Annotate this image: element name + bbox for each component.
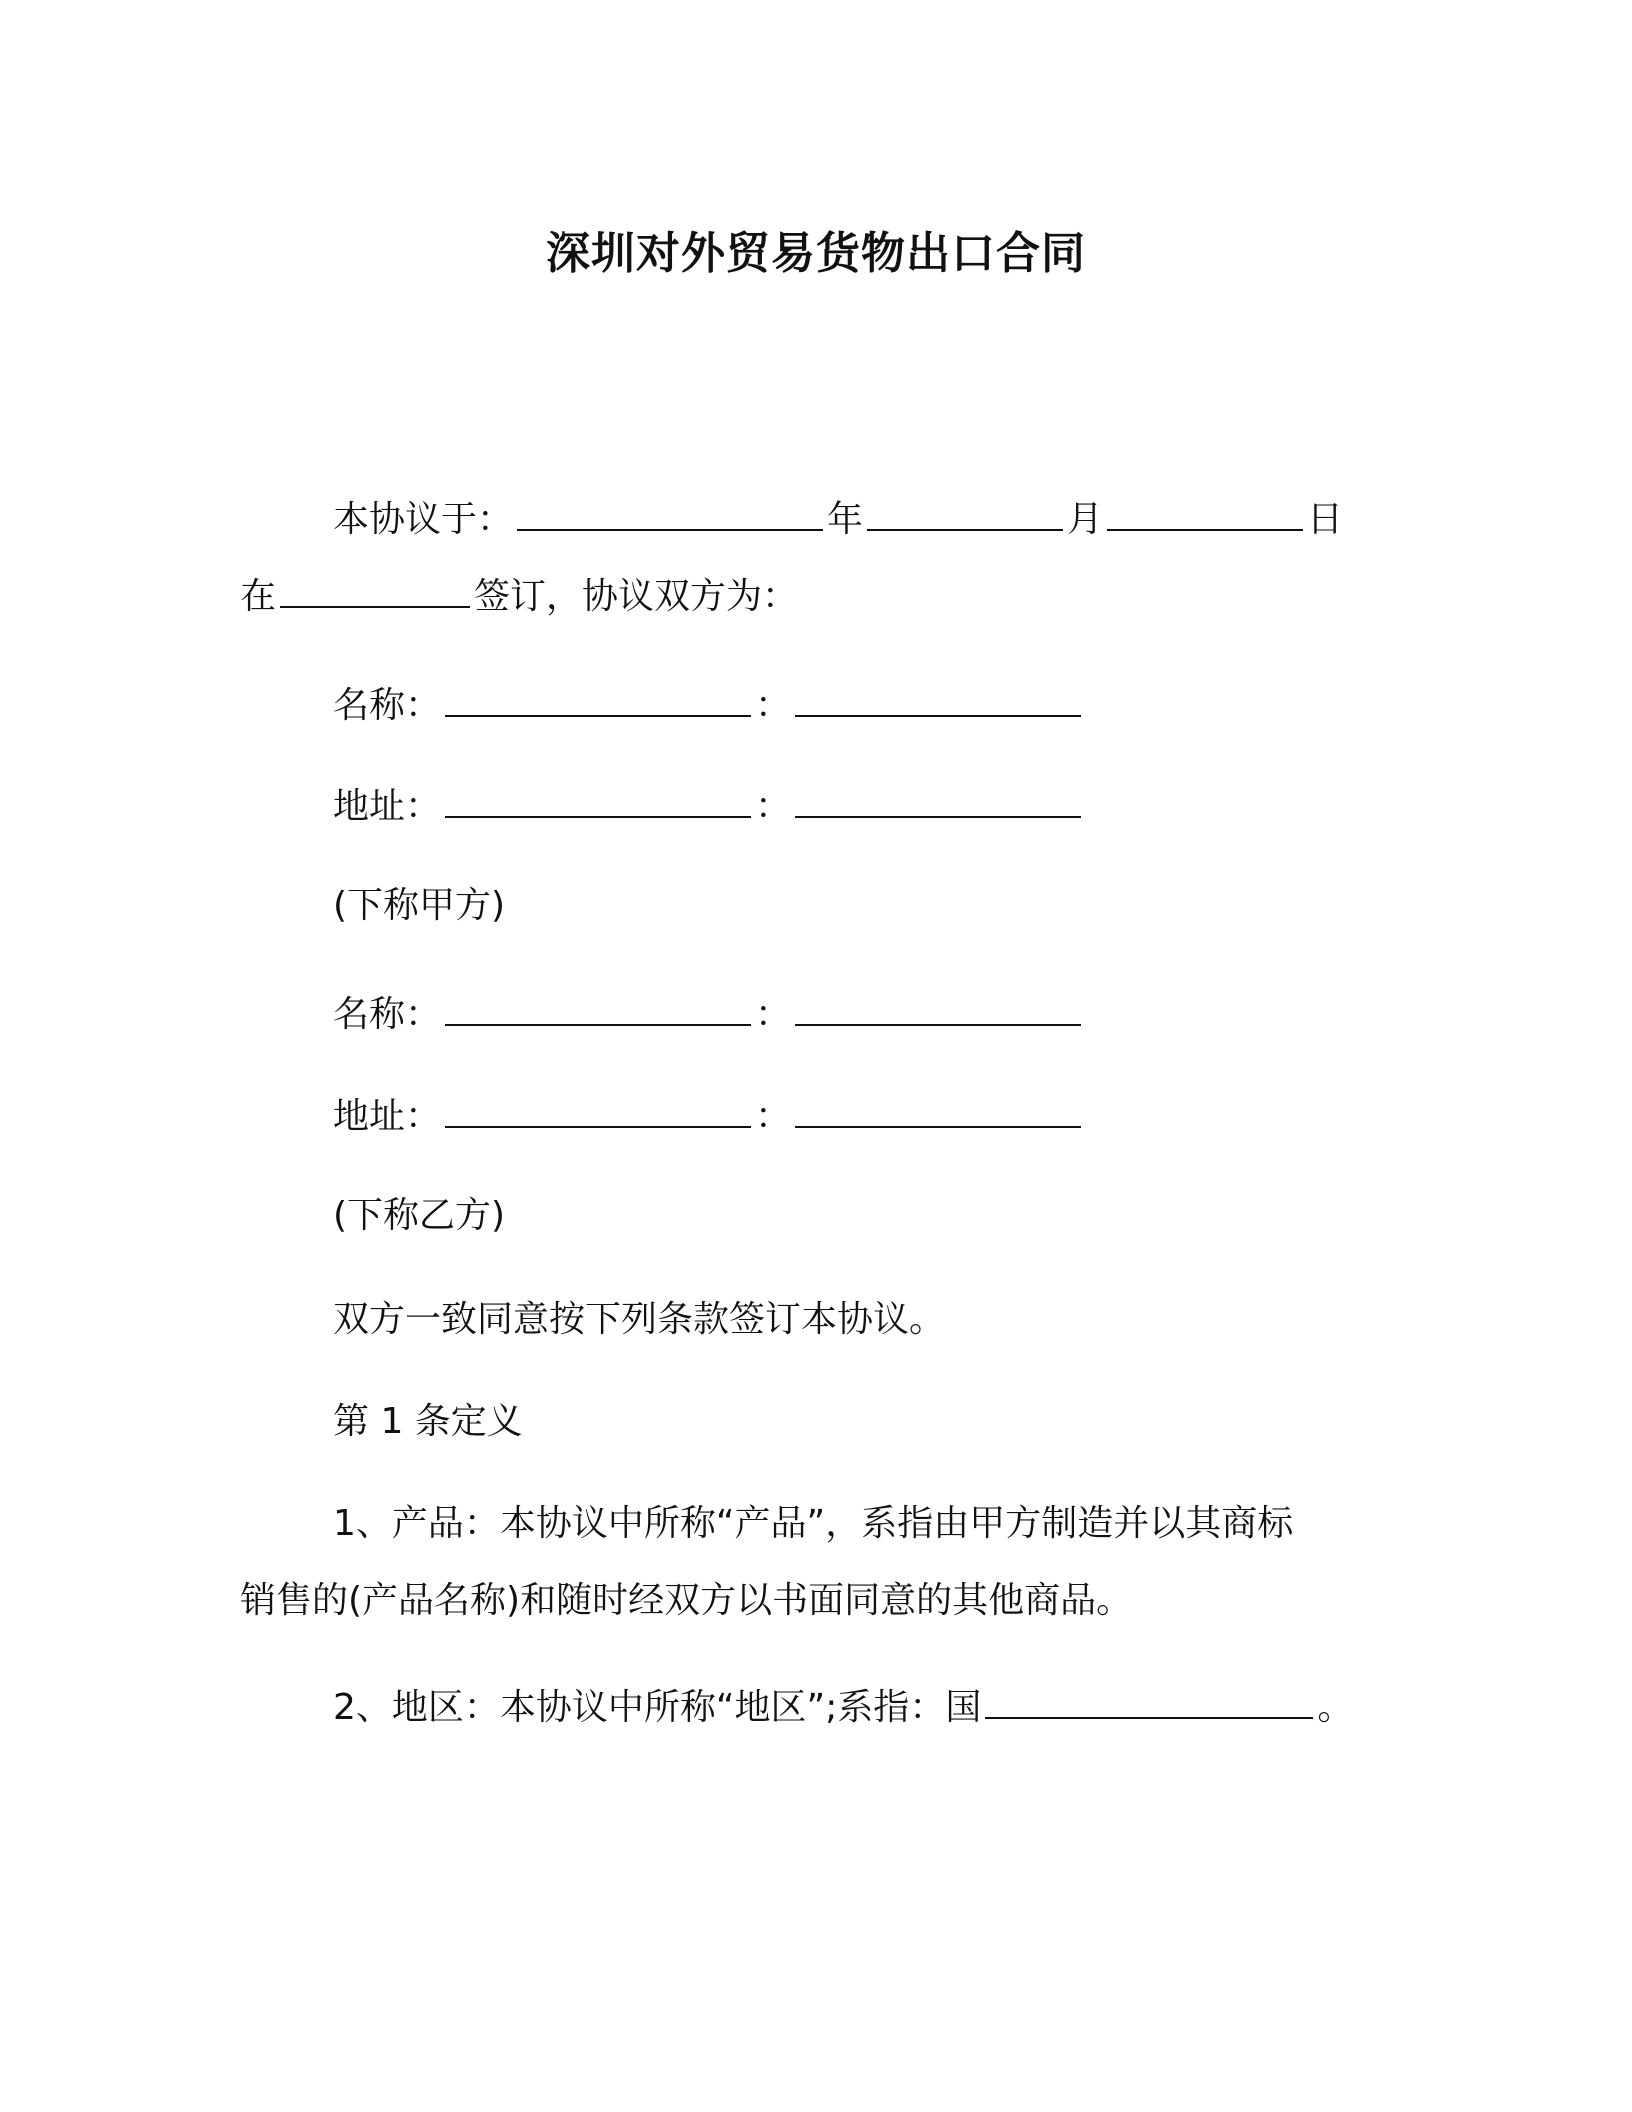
month-blank[interactable] — [867, 499, 1063, 531]
place-blank[interactable] — [280, 576, 470, 608]
day-label: 日 — [1307, 499, 1344, 540]
agreement-statement: 双方一致同意按下列条款签订本协议。 — [333, 1299, 946, 1340]
party-b-name-label: 名称： — [333, 994, 442, 1035]
signed-text: 签订，协议双方为： — [474, 576, 799, 617]
party-b-name-colon: ： — [755, 994, 792, 1035]
party-b-designation: (下称乙方) — [333, 1195, 506, 1236]
party-b-address-colon: ： — [755, 1096, 792, 1137]
month-label: 月 — [1067, 499, 1104, 540]
party-a-address-blank-1[interactable] — [445, 786, 751, 818]
party-a-name-blank-2[interactable] — [795, 685, 1081, 717]
article-1-item-1-line-1: 1、产品：本协议中所称“产品”，系指由甲方制造并以其商标 — [333, 1503, 1294, 1544]
item-2-end: 。 — [1317, 1687, 1354, 1728]
party-a-address-colon: ： — [755, 786, 792, 827]
intro-prefix: 本协议于： — [333, 499, 514, 540]
party-b-address-blank-2[interactable] — [795, 1096, 1081, 1128]
document-title: 深圳对外贸易货物出口合同 — [546, 228, 1086, 279]
year-label: 年 — [827, 499, 864, 540]
party-b-address-label: 地址： — [333, 1096, 442, 1137]
party-b-address-blank-1[interactable] — [445, 1096, 751, 1128]
year-blank[interactable] — [517, 499, 823, 531]
intro-line-1 — [333, 496, 1343, 544]
country-blank[interactable] — [985, 1687, 1313, 1719]
party-a-name-blank-1[interactable] — [445, 685, 751, 717]
article-1-heading: 第 1 条定义 — [333, 1401, 523, 1442]
item-2-text: 2、地区：本协议中所称“地区”;系指：国 — [333, 1687, 982, 1728]
party-b-address-row — [333, 1093, 1085, 1141]
party-a-address-blank-2[interactable] — [795, 786, 1081, 818]
party-b-name-blank-1[interactable] — [445, 994, 751, 1026]
party-a-name-colon: ： — [755, 685, 792, 726]
article-1-item-1-line-2: 销售的(产品名称)和随时经双方以书面同意的其他商品。 — [240, 1580, 1133, 1621]
party-a-designation: (下称甲方) — [333, 885, 506, 926]
party-b-name-blank-2[interactable] — [795, 994, 1081, 1026]
party-a-address-label: 地址： — [333, 786, 442, 827]
party-a-name-label: 名称： — [333, 685, 442, 726]
article-1-item-2 — [333, 1684, 1353, 1732]
party-a-address-row — [333, 783, 1085, 831]
party-a-name-row — [333, 682, 1085, 730]
party-b-name-row — [333, 991, 1085, 1039]
intro-line-2 — [240, 573, 798, 621]
place-label: 在 — [240, 576, 277, 617]
day-blank[interactable] — [1107, 499, 1303, 531]
